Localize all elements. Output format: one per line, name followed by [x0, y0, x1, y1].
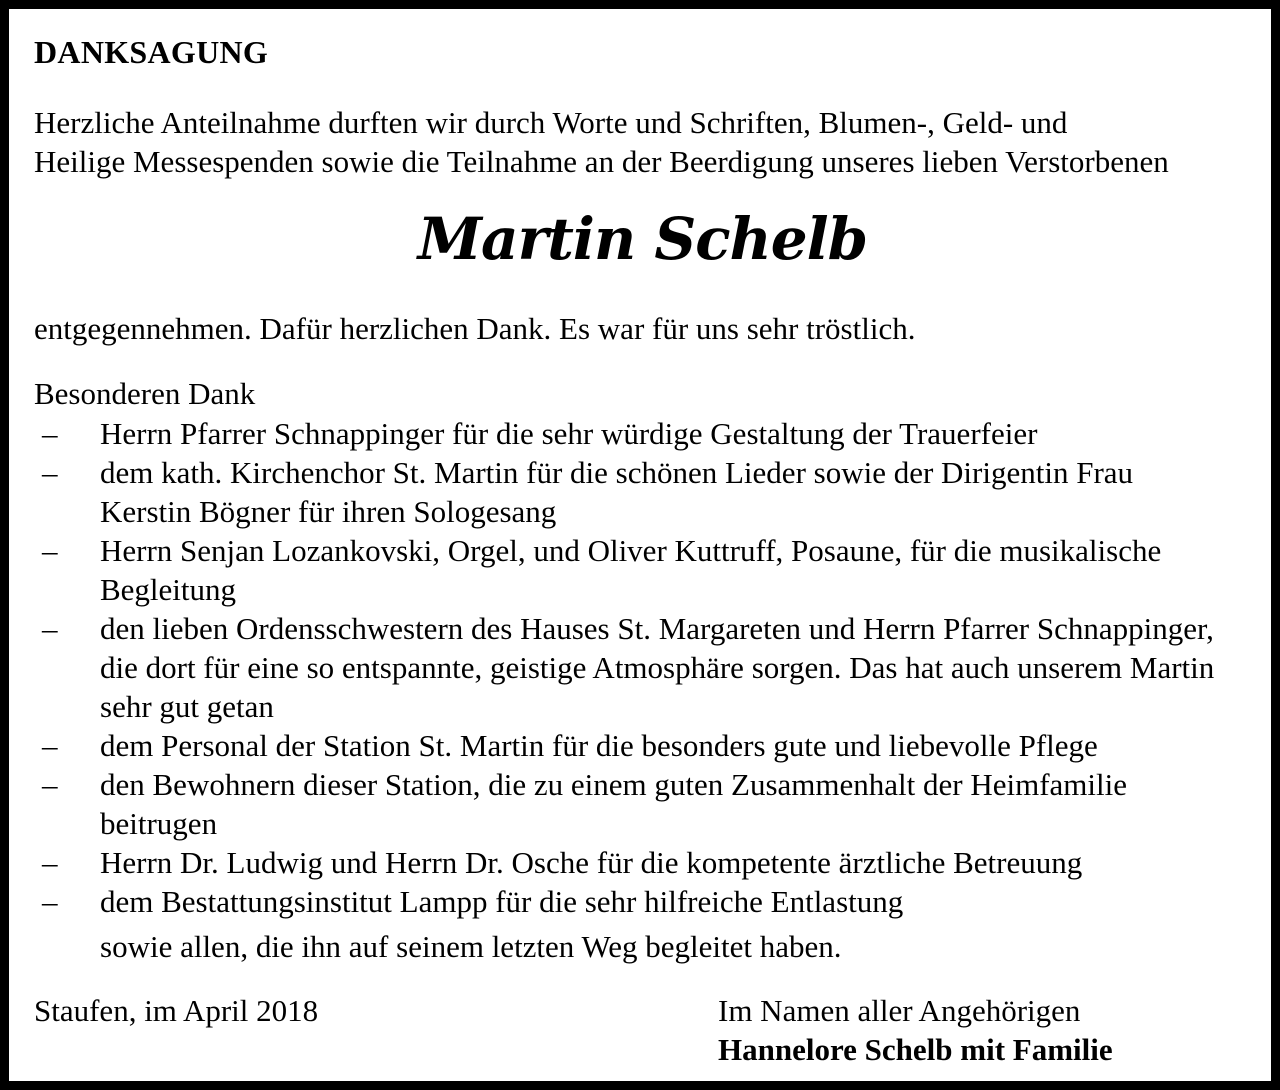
thanks-item — [34, 843, 1251, 882]
thanks-line: beitrugen — [100, 806, 218, 841]
dash-bullet: – — [42, 455, 58, 490]
intro-line: Herzliche Anteilnahme durften wir durch Worte und Schriften, Blumen-, Geld- und — [34, 105, 1068, 140]
thanks-item — [34, 453, 1251, 531]
thanks-line: die dort für eine so entspannte, geistige Atmosphäre sorgen. Das hat auch unserem Martin — [100, 650, 1215, 685]
dash-bullet: – — [42, 416, 58, 451]
deceased-name: Martin Schelb — [417, 205, 868, 273]
thanks-item — [34, 531, 1251, 609]
thanks-line: Herrn Dr. Ludwig und Herrn Dr. Osche für die kompetente ärztliche Betreuung — [100, 845, 1083, 880]
thanks-item — [34, 726, 1251, 765]
thanks-line: dem kath. Kirchenchor St. Martin für die schönen Lieder sowie der Dirigentin Frau — [100, 455, 1134, 490]
thanks-item — [34, 609, 1251, 726]
thanks-line: Kerstin Bögner für ihren Sologesang — [100, 494, 557, 529]
thanks-line: dem Personal der Station St. Martin für die besonders gute und liebevolle Pflege — [100, 728, 1098, 763]
thanks-item — [34, 765, 1251, 843]
thanks-heading: Besonderen Dank — [34, 376, 256, 411]
dash-bullet: – — [42, 611, 58, 646]
notice-title: DANKSAGUNG — [34, 34, 269, 70]
dash-bullet: – — [42, 845, 58, 880]
dash-bullet: – — [42, 884, 58, 919]
closing-line: sowie allen, die ihn auf seinem letzten Weg begleitet haben. — [100, 929, 842, 964]
intro-paragraph — [34, 103, 1169, 181]
thanks-line: den lieben Ordensschwestern des Hauses St. Margareten und Herrn Pfarrer Schnappinger, — [100, 611, 1214, 646]
signature-family: Hannelore Schelb mit Familie — [718, 1032, 1113, 1067]
thanks-line: Herrn Pfarrer Schnappinger für die sehr würdige Gestaltung der Trauerfeier — [100, 416, 1038, 451]
thanks-line: dem Bestattungsinstitut Lampp für die sehr hilfreiche Entlastung — [100, 884, 904, 919]
dash-bullet: – — [42, 767, 58, 802]
dash-bullet: – — [42, 728, 58, 763]
thanks-line: Herrn Senjan Lozankovski, Orgel, und Oliver Kuttruff, Posaune, für die musikalische — [100, 533, 1162, 568]
signature-block — [718, 991, 1113, 1069]
thanks-list — [34, 414, 1251, 921]
thanks-line: sehr gut getan — [100, 689, 274, 724]
thanks-line: den Bewohnern dieser Station, die zu einem guten Zusammenhalt der Heimfamilie — [100, 767, 1127, 802]
thanks-item — [34, 414, 1251, 453]
thanks-item — [34, 882, 1251, 921]
after-name-text: entgegennehmen. Dafür herzlichen Dank. Es war für uns sehr tröstlich. — [34, 311, 916, 346]
place-date: Staufen, im April 2018 — [34, 993, 319, 1028]
intro-line: Heilige Messespenden sowie die Teilnahme an der Beerdigung unseres lieben Verstorbenen — [34, 144, 1169, 179]
thanks-line: Begleitung — [100, 572, 237, 607]
dash-bullet: – — [42, 533, 58, 568]
signature-intro: Im Namen aller Angehörigen — [718, 993, 1081, 1028]
